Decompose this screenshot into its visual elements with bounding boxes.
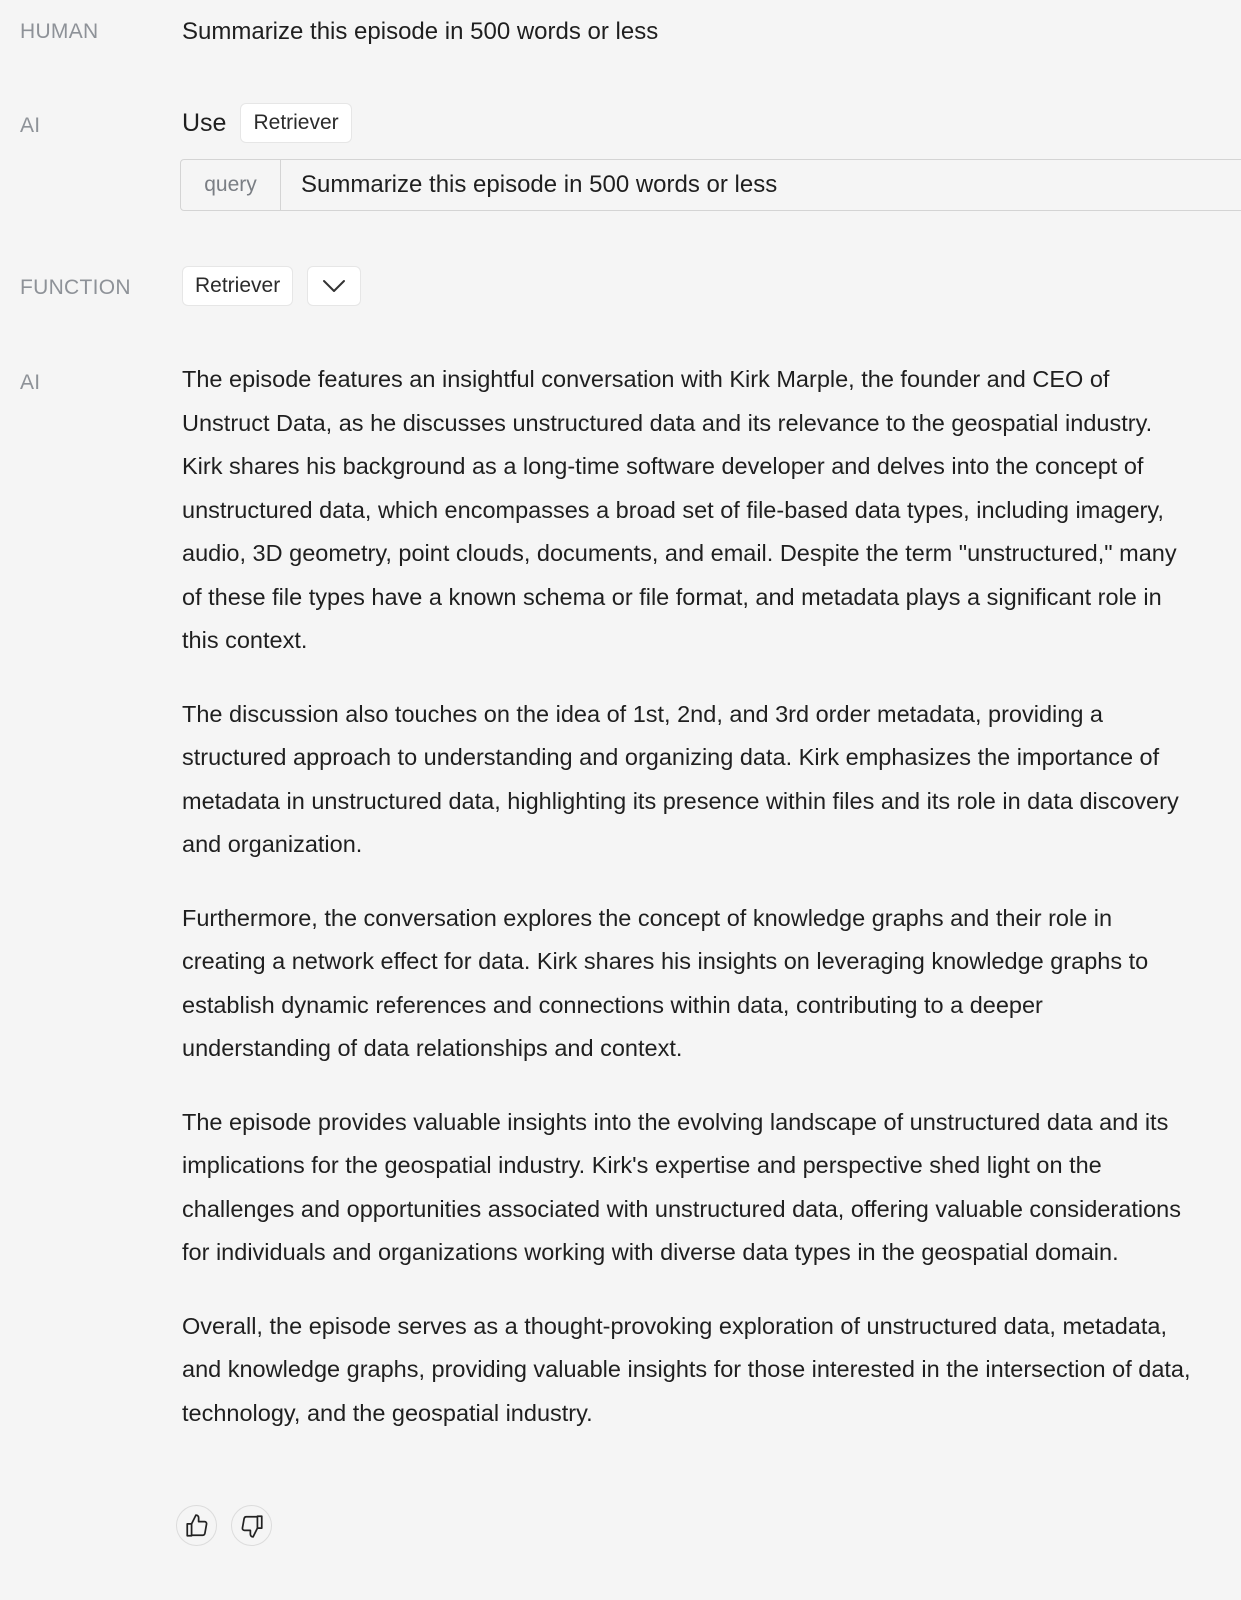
answer-paragraph: The episode features an insightful conversation with Kirk Marple, the founder and CEO of Unstruct Data, as he discusses unstructured data and its relevance to the geospatial industry. Kirk shares his background as a long-time software developer and delves into the concept of unstructured data, which encompasses a broad set of file-based data types, including imagery, audio, 3D geometry, point clouds, documents, and email. Despite the term "unstructured," many of these file types have a known schema or file format, and metadata plays a significant role in this context. [182, 366, 1177, 653]
answer-paragraph: Furthermore, the conversation explores the concept of knowledge graphs and their role in creating a network effect for data. Kirk shares his insights on leveraging knowledge graphs to establish dynamic references and connections within data, contributing to a deeper understanding of data relationships and context. [182, 904, 1149, 1061]
answer-paragraph: Overall, the episode serves as a thought-provoking exploration of unstructured data, metadata, and knowledge graphs, providing valuable insights for those interested in the intersection of data, technology, and the geospatial industry. [182, 1312, 1191, 1426]
use-label: Use [182, 108, 227, 137]
role-label-ai: AI [20, 114, 41, 137]
thumbs-down-icon [239, 1513, 265, 1539]
role-label-human: HUMAN [20, 20, 99, 43]
thumbs-up-icon [184, 1513, 210, 1539]
tool-argument-box [180, 159, 1241, 211]
tool-name-chip: Retriever [240, 103, 351, 143]
chevron-down-icon [322, 279, 346, 293]
thumbs-down-button[interactable] [231, 1505, 272, 1546]
function-tool-chip: Retriever [182, 266, 293, 306]
argument-value: Summarize this episode in 500 words or less [301, 171, 778, 198]
thumbs-up-button[interactable] [176, 1505, 217, 1546]
human-message-text: Summarize this episode in 500 words or less [182, 18, 659, 45]
expand-function-button[interactable] [307, 266, 361, 306]
answer-paragraph: The episode provides valuable insights into the evolving landscape of unstructured data and its implications for the geospatial industry. Kirk's expertise and perspective shed light on the challenges and opportunities associated with unstructured data, offering valuable considerations for individuals and organizations working with diverse data types in the geospatial domain. [182, 1108, 1181, 1265]
role-label-function: FUNCTION [20, 276, 131, 299]
feedback-bar [176, 1505, 272, 1546]
answer-paragraph: The discussion also touches on the idea of 1st, 2nd, and 3rd order metadata, providing a structured approach to understanding and organizing data. Kirk emphasizes the importance of metadata in unstructured data, highlighting its presence within files and its role in data discovery and organization. [182, 700, 1179, 857]
role-label-ai-answer: AI [20, 371, 41, 394]
ai-answer-text [182, 358, 1192, 1465]
argument-key: query [181, 160, 281, 210]
